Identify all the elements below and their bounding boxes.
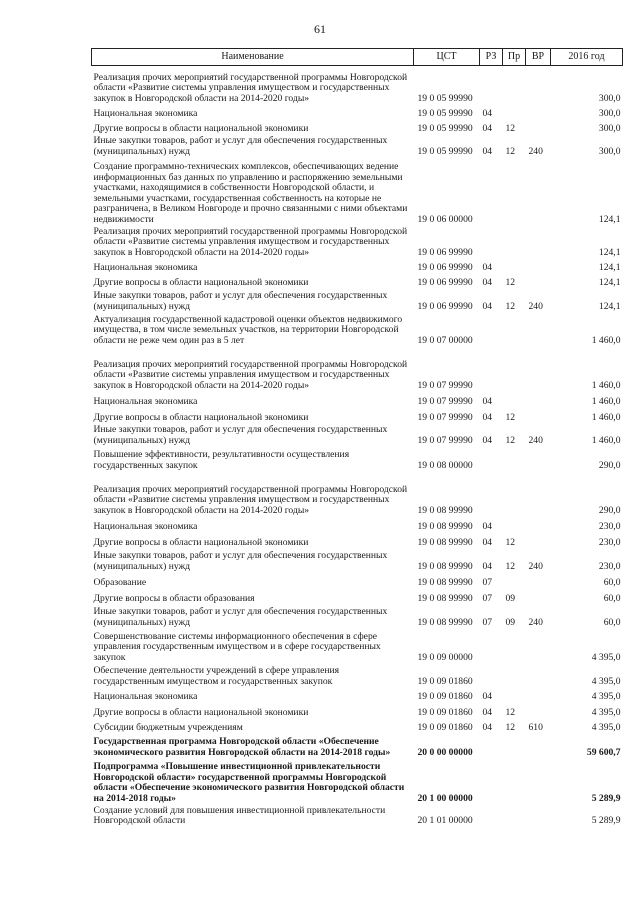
cell-rz: 04	[482, 395, 493, 407]
cell-pr	[503, 348, 526, 393]
cell-cst: 19 0 06 00000	[417, 213, 473, 225]
cell-rz	[480, 314, 503, 348]
cell-cst: 19 0 07 99990	[417, 395, 473, 407]
cell-rz	[480, 806, 503, 828]
cell-cst: 19 0 09 01860	[417, 706, 473, 718]
cell-sum: 300,0	[598, 122, 621, 134]
cell-name: Другие вопросы в области образования	[93, 592, 255, 604]
table-row	[92, 665, 623, 689]
table-body	[92, 66, 623, 828]
cell-cst: 19 0 07 99990	[417, 379, 473, 391]
table-row	[92, 425, 623, 448]
cell-sum: 1 460,0	[591, 395, 621, 407]
cell-rz: 04	[482, 107, 493, 119]
table-row	[92, 534, 623, 550]
cell-rz: 04	[482, 690, 493, 702]
cell-name: Иные закупки товаров, работ и услуг для обеспечения государственных (муниципальных) нужд	[93, 550, 388, 572]
cell-name: Образование	[93, 576, 147, 588]
cell-sum: 60,0	[603, 576, 621, 588]
cell-cst: 19 0 05 99990	[417, 107, 473, 119]
table-row	[92, 550, 623, 574]
cell-name: Другие вопросы в области национальной экономики	[93, 122, 309, 134]
cell-sum: 5 289,9	[591, 815, 621, 827]
cell-vr	[526, 665, 551, 689]
table-row	[92, 473, 623, 518]
cell-pr	[503, 106, 526, 121]
cell-rz: 04	[482, 706, 493, 718]
cell-rz: 04	[482, 560, 493, 572]
cell-sum: 59 600,7	[586, 746, 621, 758]
cell-vr	[526, 518, 551, 534]
cell-name: Другие вопросы в области национальной экономики	[93, 706, 309, 718]
cell-sum: 230,0	[598, 560, 621, 572]
cell-rz	[480, 66, 503, 106]
cell-name: Подпрограмма «Повышение инвестиционной привлекательности Новгородской области» государственной программы Новгородской области «Обеспечение экономического развития Новгородской области на 2014-2018 годы»	[93, 761, 405, 804]
cell-name: Повышение эффективности, результативности осуществления государственных закупок	[93, 449, 350, 471]
cell-name: Национальная экономика	[93, 690, 198, 702]
cell-cst: 19 0 08 99990	[417, 560, 473, 572]
table-row	[92, 590, 623, 606]
cell-rz: 04	[482, 434, 493, 446]
cell-rz: 07	[482, 616, 493, 628]
cell-sum: 4 395,0	[591, 675, 621, 687]
cell-pr: 12	[505, 434, 516, 446]
table-row	[92, 260, 623, 275]
cell-cst: 19 0 08 99990	[417, 576, 473, 588]
table-row	[92, 806, 623, 828]
table-row	[92, 159, 623, 227]
cell-sum: 124,1	[598, 261, 621, 273]
cell-pr	[503, 227, 526, 260]
cell-pr: 12	[505, 560, 516, 572]
table-row	[92, 448, 623, 473]
cell-cst: 20 1 01 00000	[417, 815, 473, 827]
cell-name: Реализация прочих мероприятий государственной программы Новгородской области «Развитие системы управления имуществом и государственных закупок в Новгородской области на 2014-2020 годы»	[93, 225, 408, 258]
cell-pr	[503, 665, 526, 689]
header-vr: ВР	[526, 49, 551, 66]
table-row	[92, 227, 623, 260]
cell-sum: 300,0	[598, 145, 621, 157]
cell-name: Реализация прочих мероприятий государственной программы Новгородской области «Развитие системы управления имуществом и государственных закупок в Новгородской области на 2014-2020 годы»	[93, 483, 408, 516]
cell-cst: 20 1 00 00000	[417, 792, 473, 804]
cell-pr: 12	[505, 721, 516, 733]
cell-rz: 04	[482, 520, 493, 532]
cell-pr	[503, 393, 526, 409]
header-name: Наименование	[92, 49, 414, 66]
cell-pr: 09	[505, 592, 516, 604]
cell-pr	[503, 760, 526, 806]
cell-pr: 12	[505, 706, 516, 718]
table-row	[92, 106, 623, 121]
cell-pr	[503, 630, 526, 665]
cell-name: Другие вопросы в области национальной экономики	[93, 411, 309, 423]
cell-cst: 19 0 06 99990	[417, 261, 473, 273]
cell-cst: 19 0 06 99990	[417, 276, 473, 288]
table-row	[92, 314, 623, 348]
cell-vr	[526, 735, 551, 760]
cell-sum: 290,0	[598, 459, 621, 471]
cell-vr	[526, 275, 551, 290]
table-row	[92, 518, 623, 534]
cell-sum: 300,0	[598, 92, 621, 104]
cell-sum: 4 395,0	[591, 721, 621, 733]
cell-rz	[480, 448, 503, 473]
cell-rz: 04	[482, 122, 493, 134]
cell-vr	[526, 704, 551, 720]
cell-cst: 19 0 08 99990	[417, 592, 473, 604]
cell-name: Создание условий для повышения инвестиционной привлекательности Новгородской области	[93, 804, 386, 827]
header-sum: 2016 год	[551, 49, 623, 66]
cell-rz: 07	[482, 576, 493, 588]
cell-cst: 19 0 09 01860	[417, 721, 473, 733]
cell-sum: 124,1	[598, 276, 621, 288]
cell-name: Реализация прочих мероприятий государственной программы Новгородской области «Развитие системы управления имуществом и государственных закупок в Новгородской области на 2014-2020 годы»	[93, 71, 408, 104]
cell-pr	[503, 735, 526, 760]
cell-name: Обеспечение деятельности учреждений в сфере управления государственным имуществом и государственных закупок	[93, 665, 340, 687]
cell-pr: 12	[505, 536, 516, 548]
cell-rz	[480, 159, 503, 227]
cell-sum: 1 460,0	[591, 411, 621, 423]
page-number: 61	[314, 22, 326, 36]
cell-name: Национальная экономика	[93, 261, 198, 273]
cell-vr	[526, 590, 551, 606]
cell-vr	[526, 66, 551, 106]
cell-pr	[503, 448, 526, 473]
table-row	[92, 704, 623, 720]
cell-name: Актуализация государственной кадастровой оценки объектов недвижимого имущества, в том числе земельных участков, на территории Новгородской области не реже чем один раз в 5 лет	[93, 313, 403, 346]
cell-rz: 07	[482, 592, 493, 604]
cell-rz	[480, 348, 503, 393]
cell-vr	[526, 159, 551, 227]
cell-pr: 12	[505, 122, 516, 134]
cell-sum: 124,1	[598, 246, 621, 258]
cell-rz	[480, 665, 503, 689]
cell-name: Другие вопросы в области национальной экономики	[93, 276, 309, 288]
cell-vr	[526, 260, 551, 275]
cell-sum: 4 395,0	[591, 651, 621, 663]
table-row	[92, 66, 623, 106]
cell-vr	[526, 630, 551, 665]
cell-vr	[526, 348, 551, 393]
cell-vr	[526, 393, 551, 409]
cell-rz	[480, 760, 503, 806]
table-row	[92, 606, 623, 630]
cell-vr	[526, 689, 551, 704]
cell-vr	[526, 760, 551, 806]
cell-vr: 240	[528, 434, 543, 446]
cell-rz: 04	[482, 261, 493, 273]
cell-cst: 19 0 09 01860	[417, 690, 473, 702]
cell-sum: 5 289,9	[591, 792, 621, 804]
table-row	[92, 136, 623, 159]
cell-vr: 240	[528, 300, 543, 312]
table-row	[92, 121, 623, 136]
cell-vr	[526, 314, 551, 348]
cell-vr	[526, 574, 551, 590]
table-row	[92, 348, 623, 393]
cell-rz	[480, 473, 503, 518]
cell-sum: 230,0	[598, 520, 621, 532]
cell-vr: 240	[528, 616, 543, 628]
cell-sum: 1 460,0	[591, 379, 621, 391]
cell-name: Государственная программа Новгородской области «Обеспечение экономического развития Новгородской области на 2014-2018 годы»	[93, 736, 391, 758]
table-row	[92, 735, 623, 760]
table-row	[92, 630, 623, 665]
cell-rz	[480, 630, 503, 665]
cell-pr	[503, 518, 526, 534]
cell-cst: 19 0 05 99990	[417, 92, 473, 104]
cell-rz: 04	[482, 145, 493, 157]
table-row	[92, 275, 623, 290]
cell-vr	[526, 409, 551, 425]
cell-sum: 230,0	[598, 536, 621, 548]
cell-vr	[526, 806, 551, 828]
cell-vr: 240	[528, 145, 543, 157]
cell-cst: 19 0 05 99990	[417, 145, 473, 157]
table-header-row	[92, 49, 623, 66]
cell-pr: 09	[505, 616, 516, 628]
cell-rz: 04	[482, 536, 493, 548]
cell-rz: 04	[482, 300, 493, 312]
table-row	[92, 393, 623, 409]
cell-vr	[526, 448, 551, 473]
table-row	[92, 290, 623, 314]
cell-vr	[526, 473, 551, 518]
cell-name: Совершенствование системы информационного обеспечения в сфере управления государственным имуществом и в сфере государственных закупок	[93, 630, 381, 663]
cell-sum: 60,0	[603, 616, 621, 628]
cell-cst: 19 0 09 00000	[417, 651, 473, 663]
cell-pr	[503, 66, 526, 106]
budget-table	[91, 48, 623, 828]
cell-name: Иные закупки товаров, работ и услуг для обеспечения государственных (муниципальных) нужд	[93, 135, 388, 157]
cell-sum: 300,0	[598, 107, 621, 119]
cell-name: Реализация прочих мероприятий государственной программы Новгородской области «Развитие системы управления имуществом и государственных закупок в Новгородской области на 2014-2020 годы»	[93, 358, 408, 391]
cell-name: Субсидии бюджетным учреждениям	[93, 721, 243, 733]
cell-pr	[503, 314, 526, 348]
cell-cst: 19 0 08 00000	[417, 459, 473, 471]
cell-cst: 19 0 05 99990	[417, 122, 473, 134]
header-cst: ЦСТ	[414, 49, 480, 66]
cell-pr	[503, 689, 526, 704]
cell-rz	[480, 227, 503, 260]
cell-vr	[526, 121, 551, 136]
cell-cst: 19 0 08 99990	[417, 536, 473, 548]
cell-rz: 04	[482, 276, 493, 288]
cell-pr: 12	[505, 411, 516, 423]
cell-pr: 12	[505, 145, 516, 157]
cell-sum: 4 395,0	[591, 706, 621, 718]
cell-name: Иные закупки товаров, работ и услуг для обеспечения государственных (муниципальных) нужд	[93, 606, 388, 628]
cell-cst: 19 0 08 99990	[417, 520, 473, 532]
cell-cst: 19 0 06 99990	[417, 246, 473, 258]
cell-sum: 4 395,0	[591, 690, 621, 702]
table-row	[92, 689, 623, 704]
cell-name: Национальная экономика	[93, 395, 198, 407]
cell-vr	[526, 106, 551, 121]
cell-vr	[526, 534, 551, 550]
cell-name: Иные закупки товаров, работ и услуг для обеспечения государственных (муниципальных) нужд	[93, 290, 388, 312]
cell-vr: 240	[528, 560, 543, 572]
table-row	[92, 720, 623, 735]
cell-name: Другие вопросы в области национальной экономики	[93, 536, 309, 548]
cell-pr	[503, 574, 526, 590]
cell-pr	[503, 159, 526, 227]
header-rz: РЗ	[480, 49, 503, 66]
cell-name: Создание программно-технических комплексов, обеспечивающих ведение информационных баз данных по управлению и распоряжению земельными участками, находящимися в собственности Новгородской области, и земельными участками, государственная собственность на которые не разграничена, в Великом Новгороде и прочно связанными с ними объектами недвижимости	[93, 160, 408, 225]
cell-cst: 19 0 09 01860	[417, 675, 473, 687]
cell-sum: 60,0	[603, 592, 621, 604]
cell-sum: 1 460,0	[591, 434, 621, 446]
cell-name: Национальная экономика	[93, 520, 198, 532]
cell-sum: 124,1	[598, 213, 621, 225]
cell-sum: 124,1	[598, 300, 621, 312]
cell-vr: 610	[528, 721, 543, 733]
cell-name: Иные закупки товаров, работ и услуг для обеспечения государственных (муниципальных) нужд	[93, 424, 388, 446]
cell-name: Национальная экономика	[93, 107, 198, 119]
cell-pr	[503, 806, 526, 828]
cell-vr	[526, 227, 551, 260]
table-row	[92, 760, 623, 806]
cell-rz: 04	[482, 721, 493, 733]
cell-pr	[503, 260, 526, 275]
cell-cst: 19 0 07 00000	[417, 334, 473, 346]
cell-sum: 1 460,0	[591, 334, 621, 346]
cell-cst: 19 0 07 99990	[417, 411, 473, 423]
table-row	[92, 574, 623, 590]
cell-cst: 19 0 07 99990	[417, 434, 473, 446]
cell-cst: 19 0 08 99990	[417, 616, 473, 628]
cell-cst: 19 0 08 99990	[417, 504, 473, 516]
table-row	[92, 409, 623, 425]
cell-pr: 12	[505, 300, 516, 312]
header-pr: Пр	[503, 49, 526, 66]
cell-sum: 290,0	[598, 504, 621, 516]
cell-pr	[503, 473, 526, 518]
cell-rz: 04	[482, 411, 493, 423]
cell-cst: 19 0 06 99990	[417, 300, 473, 312]
cell-pr: 12	[505, 276, 516, 288]
cell-cst: 20 0 00 00000	[417, 746, 473, 758]
cell-rz	[480, 735, 503, 760]
